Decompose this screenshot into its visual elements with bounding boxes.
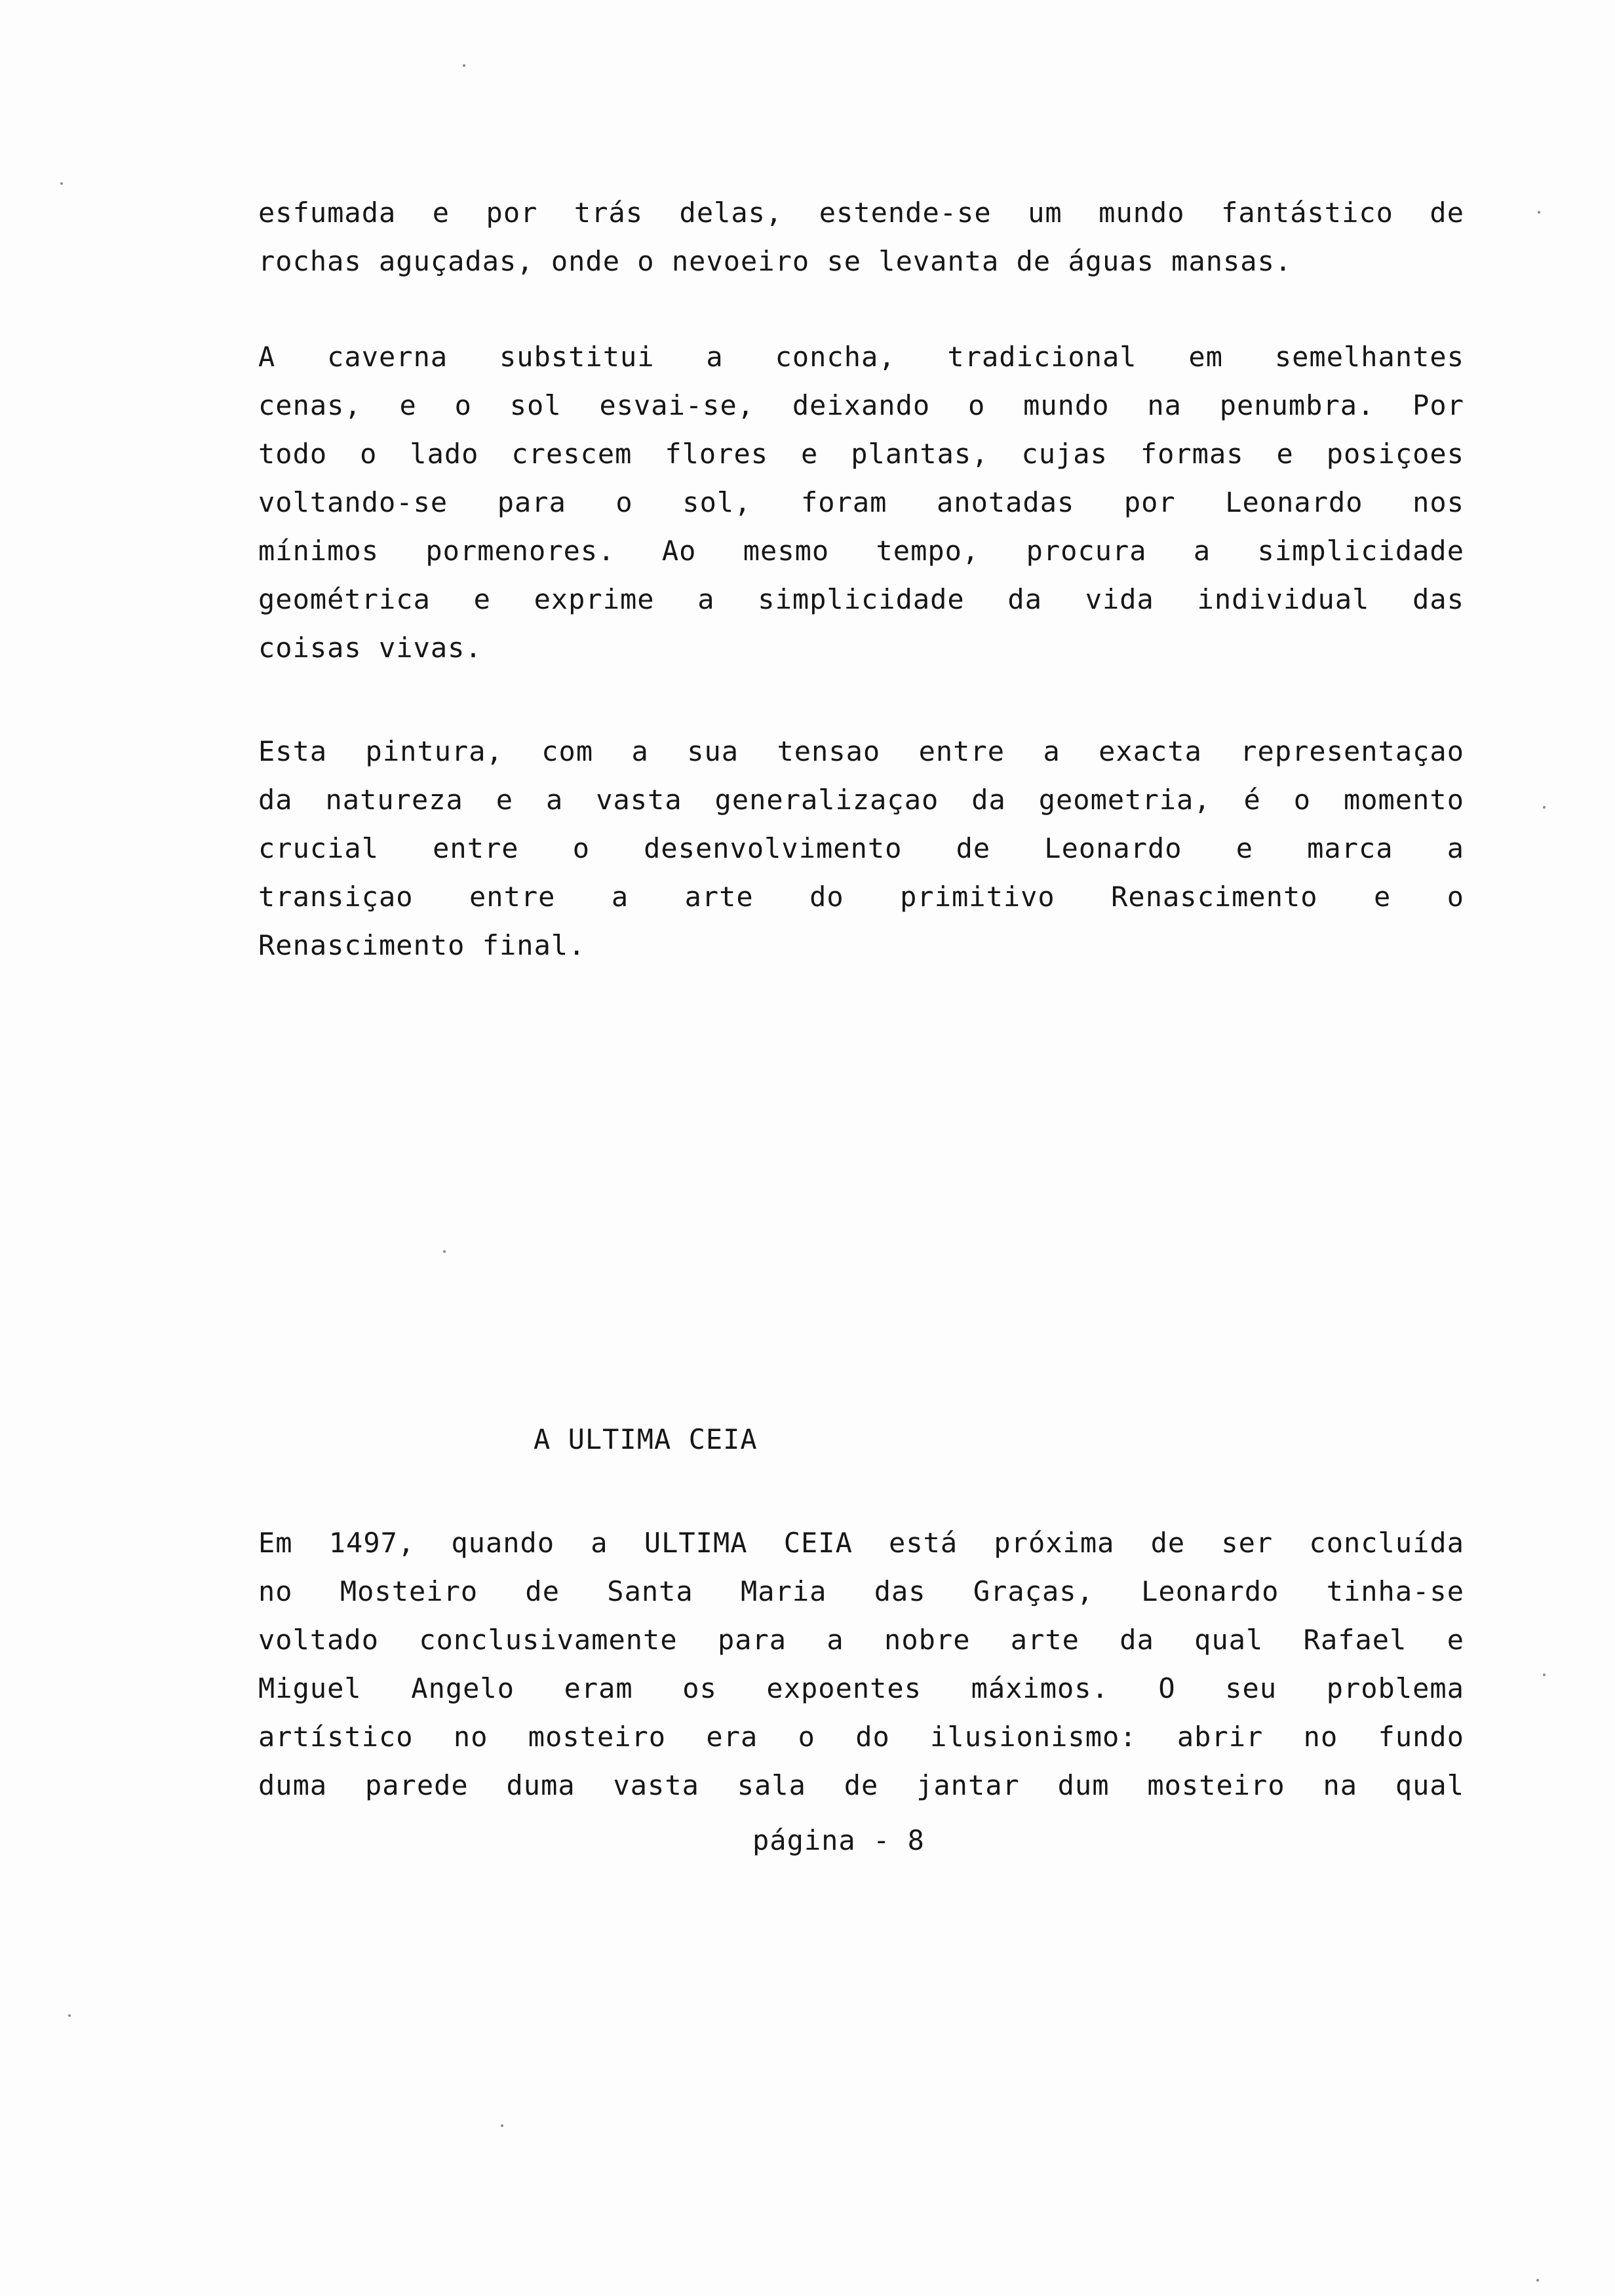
text-line: rochas aguçadas, onde o nevoeiro se levanta de águas mansas. bbox=[258, 245, 1293, 277]
text-line: Esta pintura, com a sua tensao entre a exacta representaçao bbox=[258, 735, 1464, 767]
scan-speck bbox=[463, 64, 465, 67]
text-line: crucial entre o desenvolvimento de Leonardo e marca a bbox=[258, 832, 1464, 864]
scan-speck bbox=[1543, 806, 1546, 809]
text-line: coisas vivas. bbox=[258, 632, 482, 664]
text-line: voltando-se para o sol, foram anotadas por Leonardo nos bbox=[258, 486, 1464, 518]
text-line: Em 1497, quando a ULTIMA CEIA está próxima de ser concluída bbox=[258, 1527, 1464, 1559]
text-line: Miguel Angelo eram os expoentes máximos. O seu problema bbox=[258, 1672, 1464, 1704]
section-heading: A ULTIMA CEIA bbox=[534, 1423, 758, 1455]
text-line: transiçao entre a arte do primitivo Renascimento e o bbox=[258, 881, 1464, 913]
text-line: no Mosteiro de Santa Maria das Graças, Leonardo tinha-se bbox=[258, 1575, 1464, 1607]
scan-speck bbox=[68, 2014, 71, 2017]
text-line: duma parede duma vasta sala de jantar dum mosteiro na qual bbox=[258, 1769, 1464, 1801]
paragraph-3 bbox=[258, 727, 1464, 970]
text-line: A caverna substitui a concha, tradicional em semelhantes bbox=[258, 341, 1464, 373]
text-line: esfumada e por trás delas, estende-se um mundo fantástico de bbox=[258, 197, 1464, 229]
paragraph-2 bbox=[258, 333, 1464, 672]
text-line: Renascimento final. bbox=[258, 929, 586, 961]
scan-speck bbox=[1543, 1674, 1546, 1676]
scan-speck bbox=[1536, 2279, 1539, 2282]
text-line: todo o lado crescem flores e plantas, cujas formas e posiçoes bbox=[258, 438, 1464, 470]
text-line: artístico no mosteiro era o do ilusionismo: abrir no fundo bbox=[258, 1721, 1464, 1753]
text-line: mínimos pormenores. Ao mesmo tempo, procura a simplicidade bbox=[258, 535, 1464, 567]
paragraph-1 bbox=[258, 189, 1464, 286]
page-number: página - 8 bbox=[752, 1824, 925, 1856]
paragraph-4 bbox=[258, 1519, 1464, 1810]
scan-speck bbox=[1538, 211, 1540, 214]
scan-speck bbox=[60, 182, 63, 185]
text-line: geométrica e exprime a simplicidade da vida individual das bbox=[258, 583, 1464, 615]
text-line: cenas, e o sol esvai-se, deixando o mundo na penumbra. Por bbox=[258, 389, 1464, 421]
scan-speck bbox=[443, 1250, 446, 1253]
scan-speck bbox=[501, 2124, 503, 2127]
text-line: voltado conclusivamente para a nobre arte da qual Rafael e bbox=[258, 1624, 1464, 1656]
text-line: da natureza e a vasta generalizaçao da geometria, é o momento bbox=[258, 784, 1464, 816]
